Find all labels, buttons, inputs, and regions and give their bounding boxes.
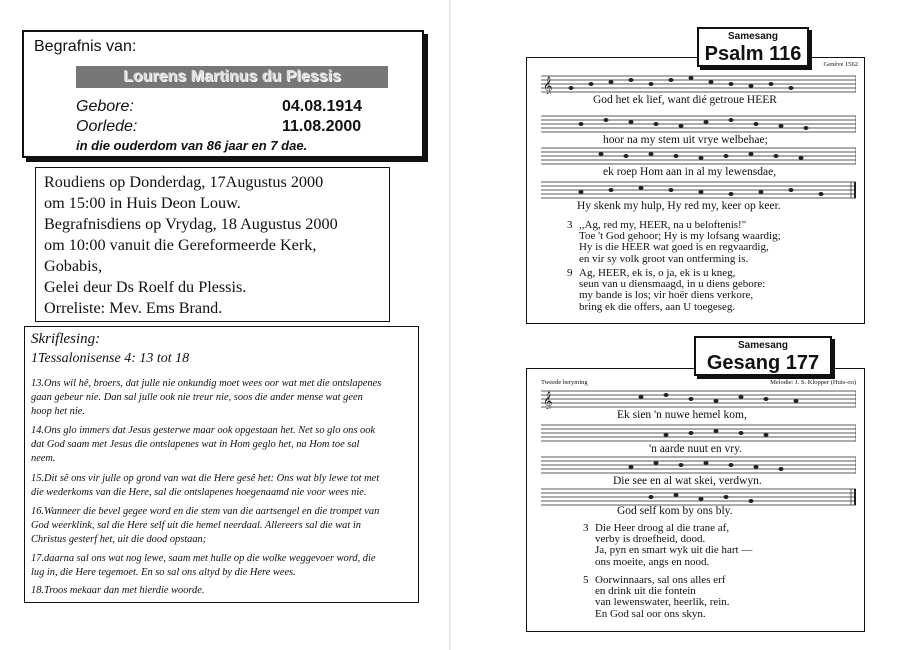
verse-line: Christus gesterf het, uit die dood opstaan; <box>31 534 207 546</box>
psalm-lyric-line: Hy skenk my hulp, Hy red my, keer op keer. <box>577 200 781 212</box>
tune-right-label: Melodie: J. S. Klopper (Huis-oo) <box>770 379 856 386</box>
service-line: Gobabis, <box>44 257 102 275</box>
deceased-name: Lourens Martinus du Plessis <box>76 66 388 88</box>
music-staff <box>541 423 856 443</box>
music-staff <box>541 114 856 134</box>
psalm-lyric-line: ek roep Hom aan in al my lewensdae, <box>603 166 777 178</box>
psalm-title: Psalm 116 <box>704 43 802 65</box>
music-staff <box>541 389 856 409</box>
age-text: in die ouderdom van 86 jaar en 7 dae. <box>76 138 308 153</box>
hymn-lyric-line: Die see en al wat skei, verdwyn. <box>613 475 762 487</box>
verse-line: Hy is die HEER wat goed is en regvaardig, <box>579 241 769 254</box>
verse-line: En God sal oor ons skyn. <box>595 607 706 620</box>
svg-text:𝄞: 𝄞 <box>543 76 553 94</box>
psalm-verse-9 <box>579 268 765 313</box>
verse-line: gaan gebeur nie. Dan sal julle ook nie treur nie, soos die ander mense wat geen <box>31 392 363 404</box>
verse-line: Toe 't God gehoor; Hy is my lofsang waardig; <box>579 230 781 243</box>
hymn-box <box>526 368 865 632</box>
verse-15 <box>31 472 415 500</box>
verse-line: Oorwinnaars, sal ons alles erf <box>595 574 726 586</box>
verse-line: my bande is los; vir hoër diens verkore, <box>579 289 754 302</box>
tune-source: Genève 1562 <box>823 61 858 68</box>
verse-line: God weerklink, sal die Here self uit die hemel neerdaal. Allereers sal die wat in <box>31 520 361 532</box>
funeral-label: Begrafnis van: <box>34 38 137 55</box>
hymn-lyric-line: Ek sien 'n nuwe hemel kom, <box>617 409 747 421</box>
verse-line: 18.Troos mekaar dan met hierdie woorde. <box>31 585 205 596</box>
verse-line: verby is droefheid, dood. <box>595 533 706 546</box>
services-box <box>35 167 390 322</box>
verse-line: ons moeite, angs en nood. <box>595 555 710 568</box>
born-label: Gebore: <box>76 98 134 115</box>
verse-line: 14.Ons glo immers dat Jesus gesterwe maar ook opgestaan het. Net so glo ons ook <box>31 425 376 436</box>
scripture-reference: 1Tessalonisense 4: 13 tot 18 <box>31 351 190 366</box>
hymn-title-tab <box>694 336 832 376</box>
died-label: Oorlede: <box>76 118 138 135</box>
verse-line: ,,Ag, red my, HEER, na u beloftenis!" <box>579 219 747 231</box>
verse-number: 3 <box>567 219 573 231</box>
hymn-lyric-line: God self kom by ons bly. <box>617 505 733 517</box>
verse-line: Ag, HEER, ek is, o ja, ek is u kneg, <box>579 267 736 279</box>
verse-13 <box>31 377 415 420</box>
psalm-lyric-line: God het ek lief, want dié getroue HEER <box>593 94 777 106</box>
music-staff <box>541 180 856 200</box>
verse-line: en vir sy volk groot van ontferming is. <box>579 252 749 265</box>
organist-line: Orreliste: Mev. Ems Brand. <box>44 299 223 317</box>
verse-line: 16.Wanneer die bevel gegee word en die stem van die aartsengel en die trompet van <box>31 506 380 517</box>
verse-line: 17.daarna sal ons wat nog lewe, saam met hulle op die wolke weggevoer word, die <box>31 553 376 564</box>
hymn-verse-5 <box>595 575 730 620</box>
verse-line: die wederkoms van die Here, sal die ontslapenes hoegenaamd nie voor wees nie. <box>31 487 367 499</box>
psalm-verse-3 <box>579 220 781 265</box>
psalm-box <box>526 57 865 324</box>
music-staff <box>541 455 856 475</box>
hymn-lyric-line: 'n aarde nuut en vry. <box>649 443 742 455</box>
verse-17 <box>31 552 415 580</box>
verse-line: 15.Dit sê ons vir julle op grond van wat die Here gesê het: Ons wat bly lewe tot met <box>31 473 380 484</box>
service-line: Begrafnisdiens op Vrydag, 18 Augustus 2000 <box>44 215 338 233</box>
verse-line: van lewenswater, heerlik, rein. <box>595 596 730 609</box>
died-date: 11.08.2000 <box>282 118 362 135</box>
psalm-lyric-line: hoor na my stem uit vrye welbehae; <box>603 134 768 146</box>
born-date: 04.08.1914 <box>282 98 363 115</box>
verse-line: hoop het nie. <box>31 406 85 418</box>
tune-left-label: Tweede beryming <box>541 379 588 386</box>
verse-line: lug in, die Here tegemoet. En so sal ons altyd by die Here wees. <box>31 567 296 579</box>
verse-line: dat God saam met Jesus die ontslapenes wat in Hom geglo het, na Hom toe sal <box>31 439 360 451</box>
service-line: Roudiens op Donderdag, 17Augustus 2000 <box>44 173 324 191</box>
scripture-heading: Skriflesing: <box>31 331 101 347</box>
hymn-title: Gesang 177 <box>706 352 820 374</box>
psalm-tab-small: Samesang <box>727 31 779 42</box>
verse-14 <box>31 424 415 467</box>
verse-line: seun van u diensmaagd, in u diens gebore: <box>579 278 766 291</box>
deceased-info-box <box>22 30 424 158</box>
psalm-title-tab <box>697 27 809 67</box>
scripture-reading-box <box>24 326 419 603</box>
hymn-verse-3 <box>595 523 752 568</box>
verse-16 <box>31 505 415 548</box>
service-line: Gelei deur Ds Roelf du Plessis. <box>44 278 247 296</box>
verse-number: 3 <box>583 522 589 534</box>
verse-line: Ja, pyn en smart wyk uit die hart — <box>595 544 753 557</box>
verse-line: en drink uit die fontein <box>595 585 696 598</box>
verse-18 <box>31 584 415 598</box>
verse-line: Die Heer droog al die trane af, <box>595 522 730 534</box>
verse-line: bring ek die offers, aan U toegeseg. <box>579 300 736 313</box>
verse-line: neem. <box>31 453 56 465</box>
page-fold <box>449 0 451 650</box>
music-staff <box>541 146 856 166</box>
hymn-tab-small: Samesang <box>737 340 789 351</box>
music-staff <box>541 487 856 507</box>
music-staff <box>541 74 856 94</box>
service-line: om 10:00 vanuit die Gereformeerde Kerk, <box>44 236 317 254</box>
verse-number: 5 <box>583 574 589 586</box>
verse-number: 9 <box>567 267 573 279</box>
service-line: om 15:00 in Huis Deon Louw. <box>44 194 241 212</box>
verse-line: 13.Ons wil hê, broers, dat julle nie onkundig moet wees oor wat met die ontslapenes <box>31 378 382 389</box>
svg-text:𝄞: 𝄞 <box>543 391 553 409</box>
